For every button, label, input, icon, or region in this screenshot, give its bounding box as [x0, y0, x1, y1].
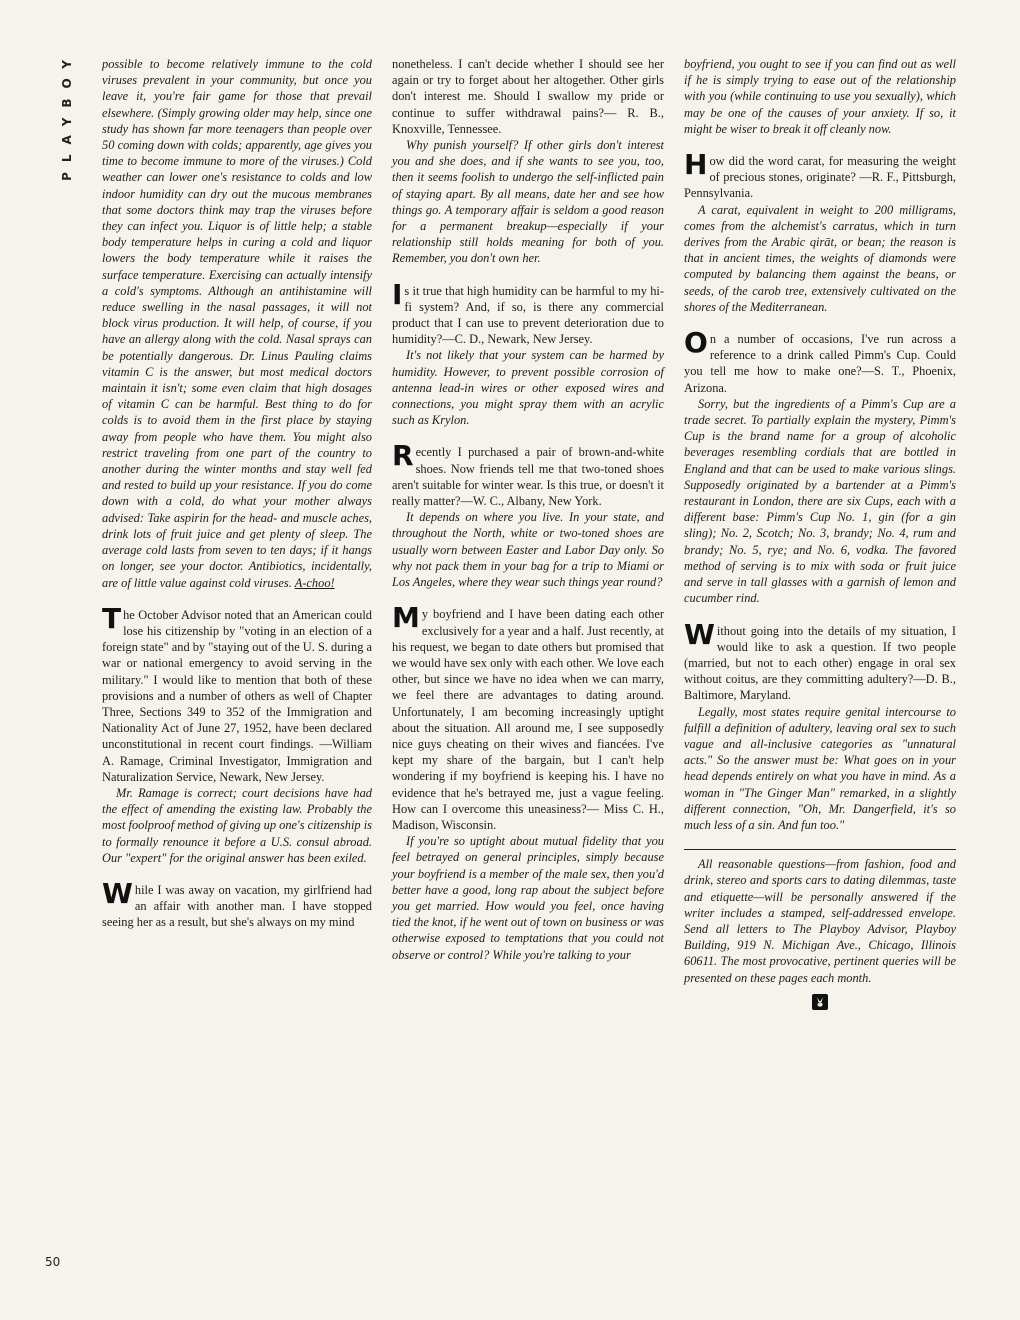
- advice-item-fidelity-continued: [684, 56, 956, 137]
- answer-text: Why punish yourself? If other girls don't interest you and she does, and if she wants to see you, too, then it seems foolish to undergo the self-inflicted pain of staying apart. By all means, date her and see how things go. A temporary affair is seldom a good reason for a permanent breakup—especially if your relationship still holds meaning for both of you. Remember, you don't own her.: [392, 138, 664, 266]
- drop-cap: T: [102, 601, 122, 635]
- drop-cap: W: [102, 876, 133, 910]
- drop-cap: I: [392, 277, 403, 311]
- question-text: s it true that high humidity can be harmful to my hi-fi system? And, if so, is there any commercial product that I can use to prevent deterioration due to humidity?—C. D., Newark, New Jersey.: [392, 283, 664, 347]
- magazine-name: PLAYBOY: [60, 50, 74, 181]
- page-number: 50: [45, 1255, 61, 1269]
- question-text: ow did the word carat, for measuring the weight of precious stones, originate? —R. F., Pittsburgh, Pennsylvania.: [684, 154, 956, 201]
- question-text: hile I was away on vacation, my girlfriend had an affair with another man. I have stopped seeing her as a result, but she's always on my mind: [102, 882, 372, 930]
- drop-cap: M: [392, 601, 420, 635]
- question-text: he October Advisor noted that an American could lose his citizenship by "voting in an election of a foreign state" and by "staying out of the U. S. during a war or national emergency to avoid serving in the military." I would like to mention that both of these provisions and a number of others as well of Chapter Three, Sections 349 to 352 of the Immigration and Nationality Act of June 27, 1952, have been declared unconstitutional in recent court findings. —William A. Ramage, Criminal Investigator, Immigration and Naturalization Service, Newark, New Jersey.: [102, 607, 372, 784]
- question-text: ithout going into the details of my situation, I would like to ask a question. If two people (married, but not to each other) engage in oral sex without coitus, are they committing adultery?—D. B., Baltimore, Maryland.: [684, 623, 956, 703]
- advice-item-pimms-cup: [684, 326, 956, 606]
- drop-cap: R: [392, 439, 414, 473]
- magazine-sidebar: [60, 50, 82, 181]
- question-text: ecently I purchased a pair of brown-and-white shoes. Now friends tell me that two-toned shoes aren't suitable for winter wear. Is this true, or doesn't it really matter?—W. C., Albany, New York.: [392, 445, 664, 509]
- answer-text: It's not likely that your system can be harmed by humidity. However, to prevent possible corrosion of antenna lead-in wires or other exposed wires and connections, you might spray them with an acrylic such as Krylon.: [392, 348, 664, 428]
- answer-text: boyfriend, you ought to see if you can find out as well if he is simply trying to ease out of the relationship with you (while continuing to use you sexually), which may be one of the causes of your anxiety. If so, it might be wiser to break it off cleanly now.: [684, 57, 956, 136]
- answer-text: If you're so uptight about mutual fidelity that you feel betrayed on general principles, simply because your boyfriend is a member of the male sex, then you'd better have a good, long rap about the subject before you get married. How would you feel, once having tied the knot, if he went out of town on business or was otherwise exposed to temptations that you could not observe or control? While you're talking to your: [392, 834, 664, 962]
- advice-item-carat: [684, 148, 956, 315]
- answer-tail: A-choo!: [294, 575, 335, 590]
- rabbit-head-icon: [812, 994, 828, 1010]
- question-text: nonetheless. I can't decide whether I should see her again or try to forget about her altogether. Other girls don't interest me. Should I swallow my pride or continue to suffer withdrawal pains?— R. B., Knoxville, Tennessee.: [392, 57, 664, 136]
- drop-cap: O: [684, 326, 708, 360]
- advice-item-citizenship: [102, 601, 372, 866]
- footer-note-text: All reasonable questions—from fashion, food and drink, stereo and sports cars to dating dilemmas, taste and etiquette—will be personally answered if the writer includes a stamped, self-addressed envelope. Send all letters to The Playboy Advisor, Playboy Building, 919 N. Michigan Ave., Chicago, Illinois 60611. The most provocative, pertinent queries will be presented on these pages each month.: [684, 857, 956, 985]
- answer-text: A carat, equivalent in weight to 200 milligrams, comes from the alchemist's carratus, which in turn derives from the Arabic qirāt, or bean; the reason is that in ancient times, the weights of diamonds were computed by balancing them against the beans, or seeds, of the carob tree, extensively cultivated on the shores of the Mediterranean.: [684, 202, 956, 314]
- question-text: n a number of occasions, I've run across a reference to a drink called Pimm's Cup. Could you tell me how to make one?—S. T., Phoenix, Arizona.: [684, 332, 956, 395]
- advice-item-adultery: [684, 617, 956, 834]
- advice-item-colds-continued: [102, 56, 372, 591]
- advice-item-girlfriend-affair: [102, 876, 372, 931]
- advisor-footer-note: [684, 849, 956, 1010]
- column-1: [102, 56, 372, 947]
- answer-text: Sorry, but the ingredients of a Pimm's Cup are a trade secret. To partially explain the mystery, Pimm's Cup is the brand name for a group of alcoholic beverages resembling cordials that are bottled in England and that can be used to make various slings. Supposedly originated by a bartender at a Pimm's restaurant in London, there are six Cups, each with a different base: Pimm's Cup No. 1, gin (for a gin sling); No. 2, Scotch; No. 3, brandy; No. 4, rum and brandy; No. 5, rye; and No. 6, vodka. The favored method of serving is to mix with soda or fruit juice and serve in tall glasses with a garnish of lemon and cucumber rind.: [684, 396, 956, 606]
- advice-item-fidelity: [392, 601, 664, 962]
- drop-cap: W: [684, 617, 715, 651]
- answer-text: It depends on where you live. In your state, and throughout the North, white or two-toned shoes are usually worn between Easter and Labor Day only. So why not pack them in your bag for a trip to Miami or Los Angeles, where they wear such things year round?: [392, 510, 664, 590]
- column-3: [684, 56, 956, 1010]
- answer-text: possible to become relatively immune to the cold viruses prevalent in your community, but once you leave it, you're fair game for those that prevail elsewhere. (Simply growing older may help, since one study has shown far more teenagers than people over 50 coming down with colds; apparently, age gives you time to become immune to more of the viruses.) Cold weather can lower one's resistance to colds and low indoor humidity can dry out the mucous membranes that some doctors think may trap the viruses before they can infect you. Liquor is of little help; a stable body temperature helps in curing a cold and liquor lowers the body temperature while it raises the surface temperature. Exercising can actually intensify a cold's symptoms. Although an antihistamine will reduce swelling in the nasal passages, it will not block virus production. It will help, of course, if you have an allergy along with the cold. Nasal sprays can be potentially dangerous. Dr. Linus Pauling claims vitamin C is the answer, but most medical doctors maintain it isn't; some even claim that high dosages of vitamin C can be harmful. Best thing to do for colds is to avoid them in the first place by staying away from people who have them. You might also restrict traveling from one part of the country to another during the winter months and stay well fed and rested to build up your resistance. If you do come down with a cold, do what your mother always advised: Take aspirin for the head- and muscle aches, drink lots of fruit juice and get plenty of sleep. The average cold lasts from seven to ten days; if it hangs on longer, see your doctor. Antibiotics, incidentally, are of little value against cold viruses.: [102, 57, 372, 590]
- advice-item-humidity: [392, 277, 664, 429]
- answer-text: Legally, most states require genital intercourse to fulfill a definition of adultery, leaving oral sex to such vague and all-inclusive categories as "unnatural acts." So the answer must be: What goes on in your head depends entirely on what you have in mind. As a woman in "The Ginger Man" remarked, in a slightly different connection, "Oh, Mr. Dangerfield, it's so much less of a sin. And fun too.": [684, 704, 956, 832]
- question-text: y boyfriend and I have been dating each other exclusively for a year and a half. Just recently, at his request, we began to date others but promised that we would have sex only with each other. We love each other, but since we have no idea when we can marry, we feel there are advantages to dating around. Unfortunately, I am becoming increasingly uptight about the situation. All around me, I see supposedly nice guys cheating on their wives and fiancées. I've kept my share of the bargain, but I can't help wondering if my boyfriend is keeping his. I have no evidence that he's betrayed me, just a vague feeling. How can I overcome this uneasiness?— Miss C. H., Madison, Wisconsin.: [392, 607, 664, 832]
- drop-cap: H: [684, 148, 708, 182]
- column-2: [392, 56, 664, 979]
- answer-text: Mr. Ramage is correct; court decisions have had the effect of amending the existing law. Probably the most foolproof method of giving up one's citizenship is to formally renounce it before a U.S. consul abroad. Our "expert" for the original answer has been exiled.: [102, 785, 372, 865]
- advice-item-girlfriend-affair-continued: [392, 56, 664, 267]
- advice-item-two-toned-shoes: [392, 439, 664, 590]
